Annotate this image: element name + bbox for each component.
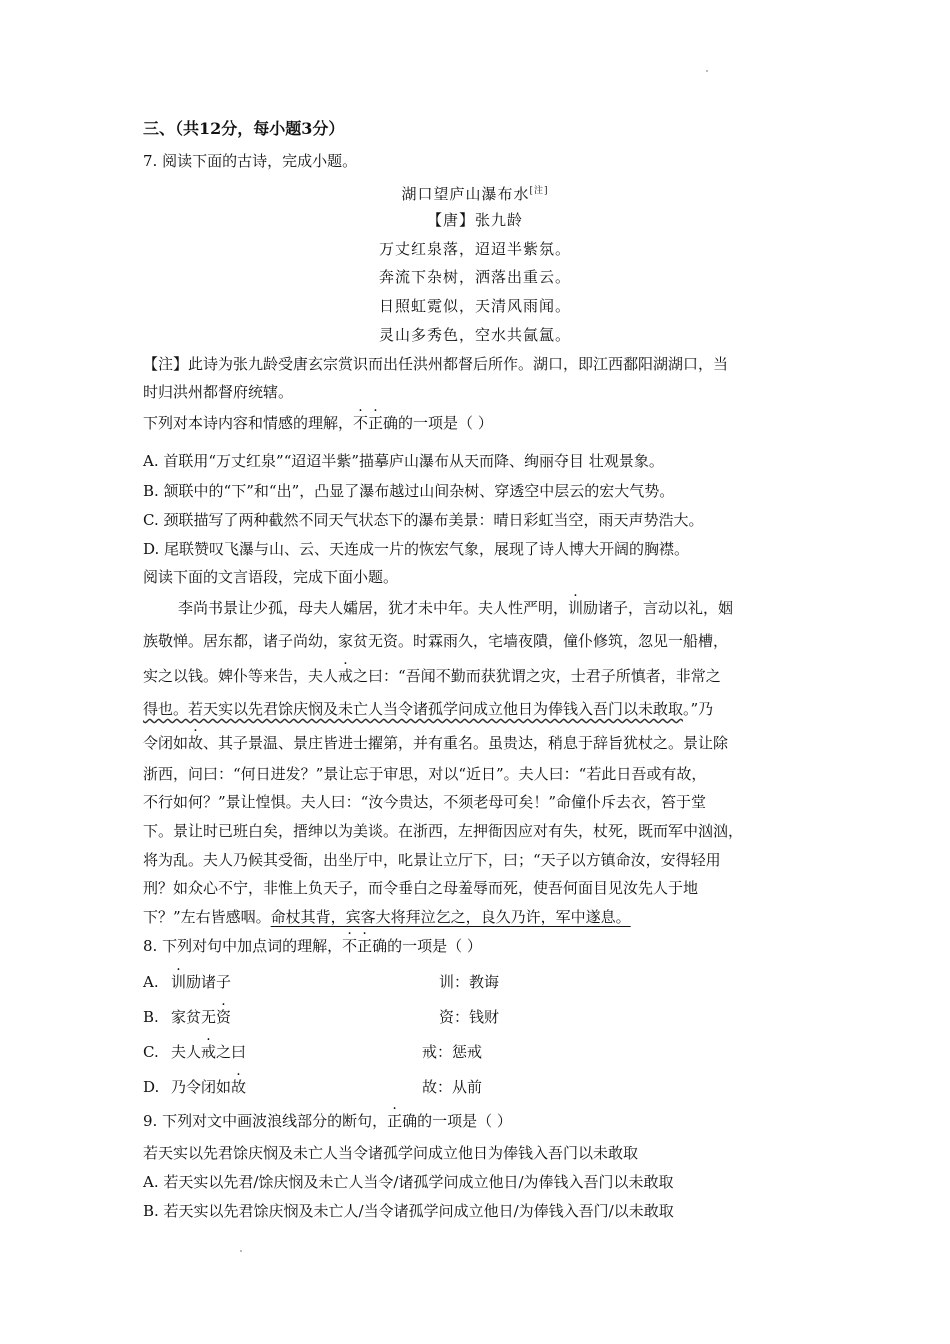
page-speck-bottom	[240, 1250, 242, 1252]
q7-intro: 7. 阅读下面的古诗，完成小题。	[143, 152, 358, 170]
emphasis-dot-char: 训	[568, 599, 584, 617]
poem-line-4: 灵山多秀色，空水共氤氲。	[378, 326, 571, 344]
emphasis-dot-char: 戒	[338, 667, 354, 685]
q9-option-b: B. 若天实以先君馀庆悯及未亡人/当令诸孤学问成立他日/为俸钱入吾门/以未敢取	[143, 1202, 674, 1220]
emphasis-dot-char: 正	[387, 1112, 403, 1130]
poem-line-3: 日照虹霓似，天清风雨闻。	[378, 297, 571, 315]
option-text: 夫人	[171, 1043, 202, 1061]
q8-option-a	[143, 971, 231, 993]
passage-text: 李尚书景让少孤，母夫人孀居，犹才未中年。夫人性严明，	[178, 599, 569, 617]
passage-text: 、其子景温、景庄皆进士擢第，并有重名。虽贵达，稍息于辞旨犹杖之。景让除	[203, 734, 729, 752]
poem-line-1: 万丈红泉落，迢迢半紫氛。	[378, 240, 571, 258]
emphasis-dot-char: 不	[353, 414, 369, 432]
poem-note-mark: [注]	[529, 186, 549, 196]
passage-line-9: 将为乱。夫人乃候其受衙，出坐厅中，叱景让立厅下，曰；“天子以方镇命汝，安得轻用	[143, 851, 721, 869]
q8-option-b	[143, 1006, 231, 1028]
section-heading: 三、（共12分，每小题3分）	[143, 119, 345, 138]
passage-text: 实之以钱。婢仆等来告，夫人	[143, 667, 339, 685]
passage-line-6: 浙西，问曰：“何日进发？”景让忘于审思，对以“近日”。夫人曰：“若此日吾或有故，	[143, 765, 707, 783]
q8-option-d-answer: 故：从前	[422, 1078, 483, 1096]
option-text: 之曰	[216, 1043, 247, 1061]
passage-line-11	[143, 906, 631, 928]
emphasis-dot-char: 故	[188, 734, 204, 752]
passage-line-4	[143, 698, 713, 720]
passage-line-10: 刑？如众心不宁，非惟上负天子，而令垂白之母羞辱而死，使吾何面目见汝先人于地	[143, 879, 699, 897]
passage-line-3	[143, 665, 721, 687]
q8-option-b-answer: 资：钱财	[439, 1008, 500, 1026]
option-text: 家贫无	[171, 1008, 217, 1026]
option-letter: C.	[143, 1043, 159, 1061]
emphasis-dot-char: 不	[342, 937, 358, 955]
poem-note-line-2: 时归洪州都督府统辖。	[143, 383, 294, 401]
passage-intro: 阅读下面的文言语段，完成下面小题。	[143, 568, 399, 586]
underlined-text: 命杖其背，宾客大将拜泣乞之，良久乃许，军中遂息。	[270, 908, 631, 926]
emphasis-dot-char: 资	[216, 1008, 232, 1026]
passage-line-2: 族敬惮。居东都，诸子尚幼，家贫无资。时霖雨久，宅墙夜隤，僮仆修筑，忽见一船槽，	[143, 632, 729, 650]
q8-question	[143, 935, 482, 957]
option-letter: B.	[143, 1008, 159, 1026]
q9-question-text: 9. 下列对文中画波浪线部分的断句，	[143, 1112, 388, 1130]
emphasis-dot-char: 正	[357, 937, 373, 955]
option-text: 乃令闭如	[171, 1078, 232, 1096]
passage-text: 下？”左右皆感咽。	[143, 908, 271, 926]
q7-question	[143, 412, 493, 434]
q9-option-a: A. 若天实以先君/馀庆悯及未亡人当令/诸孤学问成立他日/为俸钱入吾门以未敢取	[143, 1173, 674, 1191]
passage-text: 令闭如	[143, 734, 189, 752]
q8-question-text: 8. 下列对句中加点词的理解，	[143, 937, 343, 955]
q7-question-text: 下列对本诗内容和情感的理解，	[143, 414, 354, 432]
option-letter: A.	[143, 973, 159, 991]
q7-option-d: D. 尾联赞叹飞瀑与山、云、天连成一片的恢宏气象，展现了诗人博大开阔的胸襟。	[143, 540, 690, 558]
q7-option-c: C. 颈联描写了两种截然不同天气状态下的瀑布美景：晴日彩虹当空，雨天声势浩大。	[143, 511, 704, 529]
poem-title-line	[0, 180, 950, 205]
passage-text: 励诸子，言动以礼，姻	[583, 599, 734, 617]
emphasis-dot-char: 故	[231, 1078, 247, 1096]
q7-question-tail: 确的一项是（ ）	[383, 414, 493, 432]
poem-author: 【唐】张九龄	[426, 211, 523, 229]
emphasis-dot-char: 训	[171, 973, 187, 991]
passage-text: 之曰：“吾闻不勤而获犹谓之灾，士君子所慎者，非常之	[353, 667, 721, 685]
poem-note-line-1: 【注】此诗为张九龄受唐玄宗赏识而出任洪州都督后所作。湖口，即江西鄱阳湖湖口，当	[143, 355, 729, 373]
emphasis-dot-char: 正	[368, 414, 384, 432]
q9-sentence: 若天实以先君馀庆悯及未亡人当令诸孤学问成立他日为俸钱入吾门以未敢取	[143, 1144, 639, 1162]
q9-question	[143, 1110, 512, 1132]
q8-option-a-answer: 训：教诲	[439, 973, 500, 991]
wavy-underlined-text: 得也。若天实以先君馀庆悯及未亡人当令诸孤学问成立他日为俸钱入吾门以未敢取	[143, 700, 684, 718]
q8-option-c-answer: 戒：惩戒	[422, 1043, 483, 1061]
page-speck-top	[706, 70, 708, 72]
q7-option-a: A. 首联用“万丈红泉”“迢迢半紫”描摹庐山瀑布从天而降、绚丽夺目 壮观景象。	[143, 452, 664, 470]
option-letter: D.	[143, 1078, 160, 1096]
passage-line-8: 下。景让时已班白矣，搢绅以为美谈。在浙西，左押衙因应对有失，杖死，既而军中汹汹，	[143, 822, 744, 840]
passage-line-7: 不行如何？”景让惶惧。夫人曰：“汝今贵达，不须老母可矣！”命僮仆斥去衣，笞于堂	[143, 793, 707, 811]
passage-text: 。”乃	[683, 700, 714, 718]
q8-question-tail: 确的一项是（ ）	[372, 937, 482, 955]
q9-question-tail: 确的一项是（ ）	[402, 1112, 512, 1130]
poem-title: 湖口望庐山瀑布水	[401, 185, 530, 203]
emphasis-dot-char: 戒	[201, 1043, 217, 1061]
q8-option-c	[143, 1041, 246, 1063]
passage-line-5	[143, 732, 728, 754]
passage-line-1	[178, 597, 733, 619]
option-text: 励诸子	[186, 973, 232, 991]
q7-option-b: B. 颔联中的“下”和“出”，凸显了瀑布越过山间杂树、穿透空中层云的宏大气势。	[143, 482, 675, 500]
poem-line-2: 奔流下杂树，洒落出重云。	[378, 268, 571, 286]
q8-option-d	[143, 1076, 246, 1098]
